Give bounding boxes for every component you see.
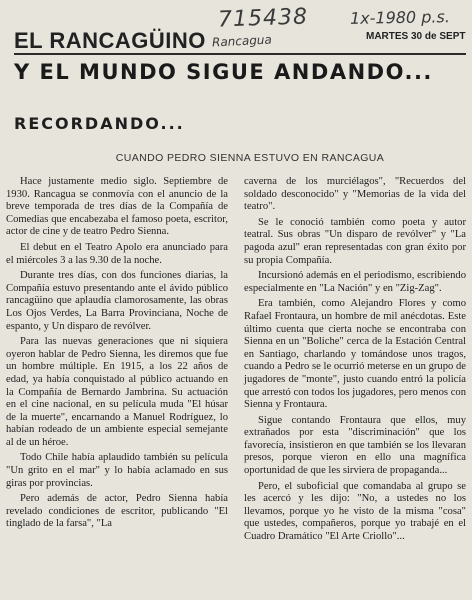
paragraph: caverna de los murciélagos", "Recuerdos del soldado desconocido" y "Memorias de la vida del teatro".	[244, 176, 466, 213]
masthead	[10, 4, 466, 56]
paragraph: Hace justamente medio siglo. Septiembre de 1930. Rancagua se conmovía con el anuncio de la breve temporada de tres días de la Compañía de Comedias que encabezaba el famoso poeta, escritor, actor de cine y de teatro Pedro Sienna.	[6, 176, 228, 238]
handwritten-date: 1x-1980 p.s.	[349, 7, 451, 28]
paragraph: Sigue contando Frontaura que ellos, muy extrañados por esta "discriminación" que los favorecía, insistieron en que también se los llevaran presos, porque vieron en ello una magnífica oportunidad de que les sirviera de propaganda...	[244, 414, 466, 477]
headline: Y EL MUNDO SIGUE ANDANDO...	[14, 60, 433, 84]
paragraph: Pero además de actor, Pedro Sienna había revelado condiciones de escritor, publicando "El tinglado de la farsa", "La	[6, 493, 228, 530]
paragraph: Era también, como Alejandro Flores y como Rafael Frontaura, un hombre de mil anécdotas. Este último cuenta que cierta noche se encontraba con Sienna en un "Boliche" cerca de la Estación Central en Santiago, charlando y tomándose unos tragos, cuando a Pedro se le ocurrió meterse en un grupo de jugadores de "monte", justo cuando entró la policía que arrestó con todos los jugadores, pero menos con Sienna y Frontaura.	[244, 298, 466, 411]
subhead: CUANDO PEDRO SIENNA ESTUVO EN RANCAGUA	[115, 152, 385, 164]
masthead-rule	[14, 53, 466, 55]
paragraph: Pero, el suboficial que comandaba al grupo se les acercó y les dijo: "No, a ustedes no los llevamos, porque yo he visto de la misma "cosa" que ustedes, compañeros, porque yo trabajé en el Cuadro Dramático "El Arte Criollo"...	[244, 480, 466, 543]
publication-name: EL RANCAGÜINO	[14, 28, 206, 53]
article-column-left	[6, 176, 228, 534]
handwritten-city: Rancagua	[211, 32, 273, 50]
handwritten-code: 715438	[217, 4, 309, 33]
paragraph: Durante tres días, con dos funciones diarias, la Compañía estuvo presentando ante el ávido público rancagüino que aplaudía clamorosamente, las obras Los Ojos Verdes, La Barra Provinciana, Noche de espanto, y Un disparo de revólver.	[6, 270, 228, 332]
kicker: RECORDANDO...	[14, 114, 185, 133]
paragraph: Se le conoció también como poeta y autor teatral. Sus obras "Un disparo de revólver" y "La pagoda azul" eran representadas con gran éxito por su propia Compañía.	[244, 216, 466, 266]
paragraph: Todo Chile había aplaudido también su película "Un grito en el mar" y lo había aclamado en sus giras por provincias.	[6, 452, 228, 489]
paragraph: El debut en el Teatro Apolo era anunciado para el miércoles 3 a las 9.30 de la noche.	[6, 241, 228, 266]
paragraph: Incursionó además en el periodismo, escribiendo especialmente en "La Nación" y en "Zig-Zag".	[244, 270, 466, 294]
article-column-right	[244, 176, 466, 547]
paragraph: Para las nuevas generaciones que ni siquiera oyeron hablar de Pedro Sienna, les diremos que fue un hombre múltiple. En 1915, a los 22 años de edad, ya había conquistado al público actuando en la Compañía de Bernardo Jambrina. Su actuación en el cine nacional, en su película muda "El húsar de la muerte", encarnando a Manuel Rodríguez, lo habían rodeado de un ambiente especial semejante al de un héroe.	[6, 336, 228, 448]
issue-date: MARTES 30 de SEPT	[366, 31, 466, 42]
